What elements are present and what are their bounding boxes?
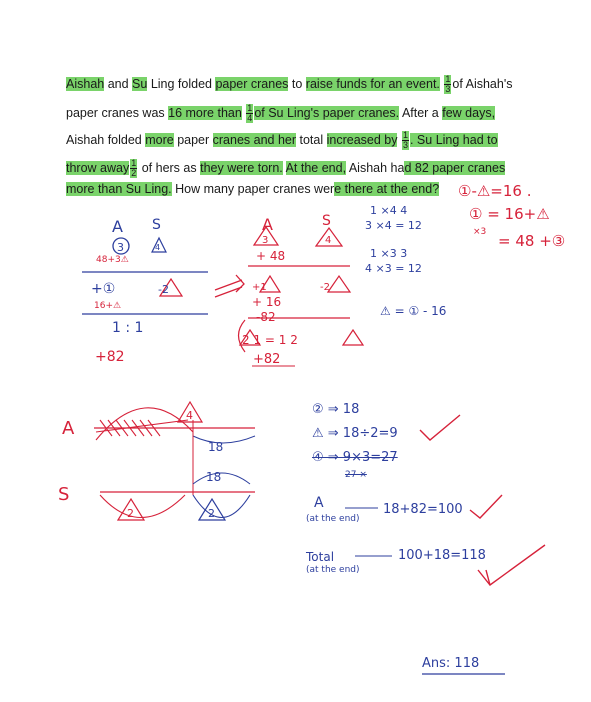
step-2: ⚠ ⇒ 18÷2=9 [312, 426, 398, 441]
triangle-4-col2-text: 4 [325, 235, 332, 246]
highlight-aishah: Aishah [66, 76, 105, 91]
col1-16-label: 16+⚠ [94, 301, 122, 311]
col2-48-label: + 48 [256, 249, 286, 263]
fraction-one-half: $\frac{1}{2}$ [131, 158, 137, 178]
model-s-label: S [58, 484, 70, 505]
model-a-arc [96, 408, 193, 440]
col1-s-label: S [152, 217, 161, 233]
triangle-2-col2 [328, 276, 350, 292]
col1-plus1-label: +① [91, 281, 116, 297]
step-4-label: A [314, 495, 324, 511]
col2-ratio-text: 2 1 = 1 2 [242, 333, 298, 347]
step-3-crossed: ④ ⇒ 9×3=27 [312, 450, 398, 465]
model-18-b: 18 [206, 470, 222, 484]
model-a-label: A [62, 418, 75, 439]
answer: Ans: 118 [422, 656, 480, 671]
step-5-calc: 100+18=118 [398, 548, 486, 563]
work-frac-4: 4 ×3 = 12 [365, 262, 422, 275]
step-4-sub: (at the end) [306, 514, 360, 524]
col1-plus82: +82 [95, 349, 125, 365]
triangle-2-ratio-right [343, 330, 363, 345]
check-mark-1 [420, 415, 460, 440]
question-line-4: throw away $\frac{1}{2}$ of hers as they were torn. At the end, Aishah had 82 paper cranes [66, 158, 506, 178]
step-5-label: Total [306, 550, 335, 564]
triangle-2-col1-text: -2 [158, 283, 169, 296]
model-a-triangle-4-text: 4 [186, 409, 193, 422]
question-line-3: Aishah folded more paper cranes and her total increased by $\frac{1}{3}$ . Su Ling had to [66, 130, 498, 150]
model-s-18-brace [193, 473, 250, 484]
fraction-one-third-2: $\frac{1}{3}$ [402, 130, 408, 150]
question-line-1: Aishah and Su Ling folded paper cranes to raise funds for an event. $\frac{1}{3}$ of Aishah's [66, 74, 513, 94]
fraction-one-third: $\frac{1}{3}$ [445, 74, 451, 94]
col2-82-label: -82 [256, 310, 276, 324]
triangle-4-col1-text: 4 [155, 243, 161, 252]
check-mark-2 [470, 495, 502, 518]
step-1: ② ⇒ 18 [312, 402, 360, 417]
model-a-18-brace [193, 436, 255, 443]
triangle-plus-col2-text: +1 [252, 282, 267, 293]
work-frac-3: 1 ×3 3 [370, 247, 408, 260]
work-top-right-1: ①-⚠=16 . [458, 182, 532, 200]
triangle-2-col2-text: -2 [320, 282, 330, 293]
question-line-2: paper cranes was 16 more than $\frac{1}{4}$ of Su Ling's paper cranes. After a few days, [66, 103, 496, 123]
work-triangle-equation: ⚠ = ① - 16 [380, 304, 447, 318]
model-18-a: 18 [208, 440, 224, 454]
work-frac-1: 1 ×4 4 [370, 204, 408, 217]
work-top-right-4: = 48 +③ [498, 232, 566, 250]
question-line-5: more than Su Ling. How many paper cranes were there at the end? [66, 182, 440, 196]
col2-a-label: A [262, 215, 273, 234]
triangle-3-col2-text: 3 [262, 235, 269, 246]
model-s-arc-left [100, 495, 185, 518]
col1-ratio: 1 : 1 [112, 320, 144, 336]
col2-s-label: S [322, 213, 331, 229]
col2-16-label: + 16 [252, 295, 282, 309]
fraction-one-quarter: $\frac{1}{4}$ [247, 103, 253, 123]
col2-plus82: +82 [253, 352, 281, 367]
col1-48-label: 48+3⚠ [96, 255, 129, 265]
col1-a-label: A [112, 217, 123, 236]
work-top-right-3: ×3 [473, 227, 487, 237]
step-3b-crossed: 27 × [345, 470, 367, 480]
arrow-implies [215, 275, 244, 297]
model-s-triangle-2-left-text: 2 [127, 507, 134, 520]
circle-3-col1-text: 3 [117, 241, 124, 254]
work-frac-2: 3 ×4 = 12 [365, 219, 422, 232]
work-top-right-2: ① = 16+⚠ [469, 205, 550, 223]
step-4-calc: 18+82=100 [383, 502, 463, 517]
step-5-sub: (at the end) [306, 565, 360, 575]
model-s-triangle-2-right-text: 2 [208, 507, 215, 520]
